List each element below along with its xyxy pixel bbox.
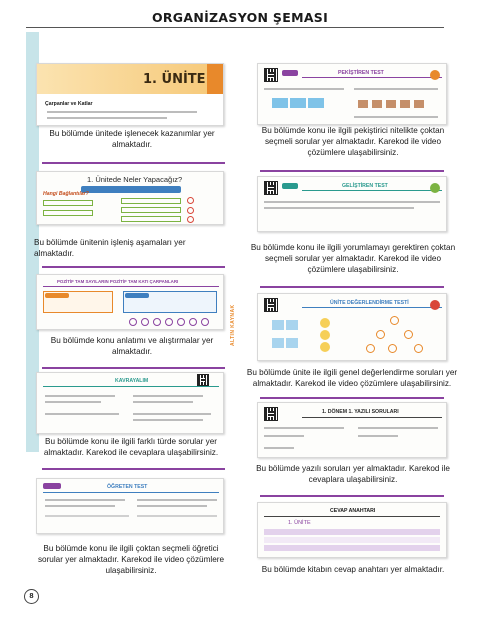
developing-test-thumbnail — [257, 176, 447, 232]
plan-box — [121, 216, 181, 222]
written-line — [358, 435, 398, 437]
kavrayalim-line — [133, 401, 193, 403]
reinforce-heading: PEKİŞTİREN TEST — [338, 70, 384, 76]
separator — [260, 170, 444, 172]
unit-subheading: Çarpanlar ve Katlar — [45, 101, 93, 107]
exercise-circle — [177, 318, 185, 326]
key-row — [264, 537, 440, 543]
separator — [260, 495, 444, 497]
teaching-options — [45, 515, 129, 517]
page-title: ORGANİZASYON ŞEMASI — [151, 10, 329, 25]
qr-code-icon — [264, 407, 278, 421]
side-label: ALTIN KAYNAK — [230, 304, 236, 346]
written-exam-thumbnail — [257, 402, 447, 458]
exercise-circle — [201, 318, 209, 326]
review-option — [320, 342, 330, 352]
written-line — [264, 447, 294, 449]
plan-heading-bar — [81, 186, 181, 193]
reinforce-block — [414, 100, 424, 108]
key-row — [264, 545, 440, 551]
review-grid-cell — [286, 338, 298, 348]
teaching-tag — [43, 483, 61, 489]
kavrayalim-header-line — [43, 386, 219, 387]
unit-heading: 1. ÜNİTE — [143, 72, 206, 87]
develop-line — [264, 207, 414, 209]
caption-unit-plan: Bu bölümde ünitenin işleniş aşamaları yer almaktadır. — [34, 238, 186, 258]
caption-reinforcing-test: Bu bölümde konu ile ilgili pekiştirici nitelikte çoktan seçmeli sorular yer almaktadır. Karekod ile video çözümlere ulaşabilirsiniz. — [261, 126, 445, 157]
kavrayalim-line — [45, 413, 119, 415]
qr-code-icon — [264, 68, 278, 82]
caption-unit-review: Bu bölümde ünite ile ilgili genel değerlendirme soruları yer almaktadır. Karekod ile video çözümlere ulaşabilirsiniz. — [246, 368, 458, 388]
caption-lesson-exercise: Bu bölümde konu anlatımı ve alıştırmalar yer almaktadır. — [50, 336, 214, 356]
separator — [42, 468, 225, 470]
plan-subheading: Hangi Bağlantılar? — [43, 191, 89, 197]
qr-code-icon — [197, 374, 209, 386]
separator — [260, 397, 444, 399]
separator — [42, 162, 225, 164]
review-header-line — [302, 307, 442, 308]
review-tree-node — [366, 344, 375, 353]
unit-plan-thumbnail — [36, 171, 224, 225]
answer-key-thumbnail — [257, 502, 447, 558]
plan-box — [43, 210, 93, 216]
reinforce-block — [308, 98, 324, 108]
plan-dot — [187, 197, 194, 204]
reinforce-block — [372, 100, 382, 108]
plan-box — [121, 198, 181, 204]
review-heading: ÜNİTE DEĞERLENDİRME TESTİ — [330, 300, 409, 306]
unit-text-line — [47, 111, 197, 113]
reinforce-block — [386, 100, 396, 108]
reinforcing-test-thumbnail — [257, 63, 447, 125]
comprehension-thumbnail — [36, 372, 224, 434]
review-grid-cell — [286, 320, 298, 330]
key-header-line — [264, 516, 440, 517]
reinforce-block — [358, 100, 368, 108]
unit-banner-accent — [207, 64, 224, 94]
teaching-line — [137, 499, 217, 501]
kavrayalim-line — [133, 413, 211, 415]
reinforce-block — [290, 98, 306, 108]
qr-code-icon — [264, 181, 278, 195]
exercise-header-line — [43, 286, 219, 287]
key-heading: CEVAP ANAHTARI — [330, 508, 376, 514]
exercise-circle — [165, 318, 173, 326]
develop-line — [264, 201, 440, 203]
review-tree-node — [376, 330, 385, 339]
caption-developing-test: Bu bölümde konu ile ilgili yorumlamayı gerektiren çoktan seçmeli sorular yer almaktadır. Karekod ile video çözümlere ulaşabilirsiniz. — [250, 243, 456, 274]
kavrayalim-heading: KAVRAYALIM — [115, 378, 149, 384]
kavrayalim-line — [133, 395, 203, 397]
reinforce-line — [264, 88, 344, 90]
reinforce-block — [400, 100, 410, 108]
develop-tag — [282, 183, 298, 189]
caption-unit-intro: Bu bölümde ünitede işlenecek kazanımlar yer almaktadır. — [49, 129, 215, 149]
written-header-line — [302, 417, 442, 418]
review-grid-cell — [272, 338, 284, 348]
qr-code-icon — [264, 298, 278, 312]
teaching-options — [137, 515, 217, 517]
key-row — [264, 529, 440, 535]
teaching-heading: ÖĞRETEN TEST — [107, 484, 148, 490]
review-grid-cell — [272, 320, 284, 330]
review-option — [320, 318, 330, 328]
develop-heading: GELİŞTİREN TEST — [342, 183, 388, 189]
reinforce-header-line — [302, 77, 442, 78]
plan-dot — [187, 216, 194, 223]
written-heading: 1. DÖNEM 1. YAZILI SORULARI — [322, 409, 399, 415]
exercise-circle — [189, 318, 197, 326]
reinforce-line — [354, 116, 438, 118]
exercise-left-tag — [45, 293, 69, 298]
written-line — [264, 427, 344, 429]
unit-review-thumbnail — [257, 293, 447, 361]
page-number: 8 — [24, 589, 39, 604]
teaching-line — [45, 505, 115, 507]
review-badge — [430, 300, 440, 310]
teaching-line — [137, 505, 207, 507]
plan-box — [43, 200, 93, 206]
kavrayalim-line — [45, 401, 101, 403]
separator — [42, 266, 225, 268]
lesson-exercise-thumbnail — [36, 274, 224, 330]
review-option — [320, 330, 330, 340]
unit-intro-thumbnail — [36, 63, 224, 126]
plan-heading: 1. Ünitede Neler Yapacağız? — [87, 175, 183, 184]
kavrayalim-line — [133, 419, 203, 421]
teaching-test-thumbnail — [36, 478, 224, 534]
develop-header-line — [302, 190, 442, 191]
exercise-circle — [129, 318, 137, 326]
reinforce-badge — [430, 70, 440, 80]
review-tree-node — [390, 316, 399, 325]
plan-box — [121, 207, 181, 213]
develop-badge — [430, 183, 440, 193]
caption-comprehension: Bu bölümde konu ile ilgili farklı türde sorular yer almaktadır. Karekod ile cevaplara ulaşabilirsiniz. — [43, 437, 219, 457]
teaching-line — [45, 499, 125, 501]
review-tree-node — [414, 344, 423, 353]
unit-text-line — [47, 117, 167, 119]
exercise-circle — [141, 318, 149, 326]
review-tree-node — [388, 344, 397, 353]
written-line — [264, 435, 304, 437]
exercise-circle — [153, 318, 161, 326]
caption-written-exam: Bu bölümde yazılı soruları yer almaktadır. Karekod ile cevaplara ulaşabilirsiniz. — [256, 464, 450, 484]
separator — [260, 286, 444, 288]
reinforce-tag — [282, 70, 298, 76]
caption-answer-key: Bu bölümde kitabın cevap anahtarı yer almaktadır. — [261, 565, 445, 574]
separator — [42, 367, 225, 369]
review-tree-node — [404, 330, 413, 339]
reinforce-line — [354, 88, 438, 90]
key-unit-label: 1. ÜNİTE — [288, 520, 311, 526]
exercise-heading: POZİTİF TAM SAYILARIN POZİTİF TAM KATI ÇARPANLARI — [57, 279, 179, 284]
reinforce-block — [272, 98, 288, 108]
title-rule — [26, 27, 444, 28]
caption-teaching-test: Bu bölümde konu ile ilgili çoktan seçmeli öğretici sorular yer almaktadır. Karekod ile video çözümlere ulaşabilirsiniz. — [37, 544, 225, 575]
exercise-right-tag — [125, 293, 149, 298]
kavrayalim-line — [45, 395, 115, 397]
plan-dot — [187, 207, 194, 214]
written-line — [358, 427, 438, 429]
teaching-header-line — [43, 492, 219, 493]
